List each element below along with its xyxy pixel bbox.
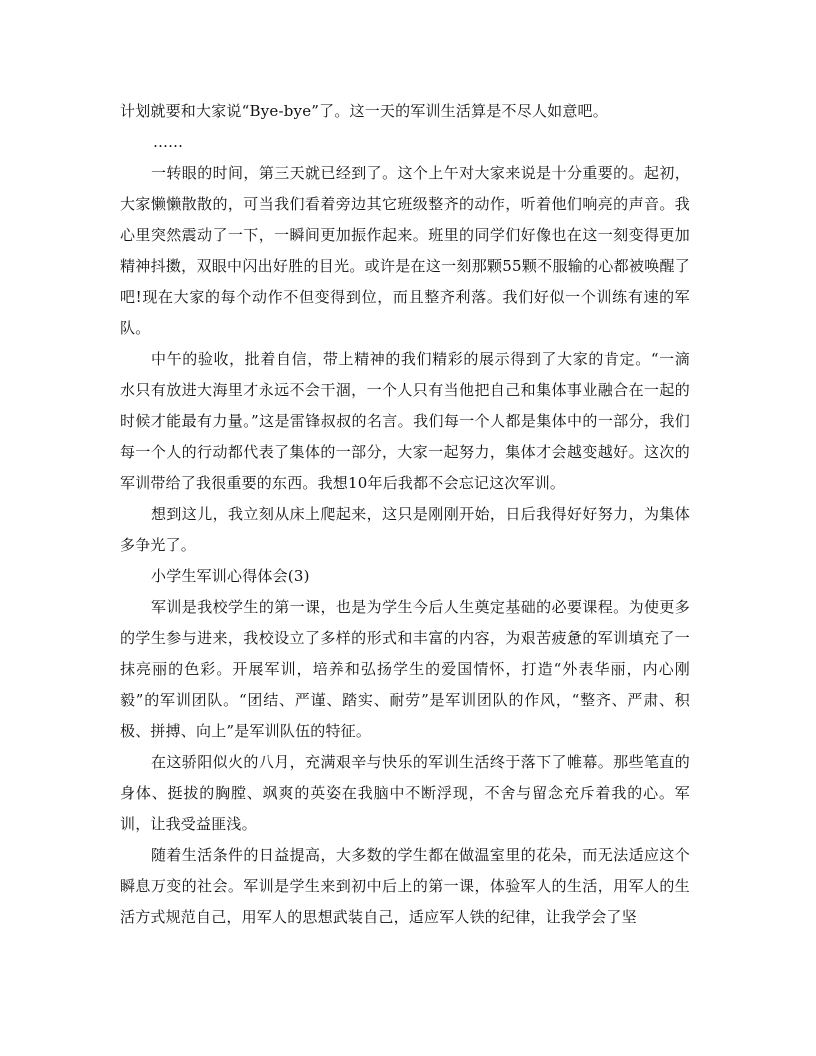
paragraph-noon-inspection: 中午的验收，批着自信，带上精神的我们精彩的展示得到了大家的肯定。“一滴水只有放进大海里才永远不会干涸，一个人只有当他把自己和集体事业融合在一起的时候才能最有力量。”这是雷锋叔叔的名言。我们每一个人都是集体中的一部分，我们每一个人的行动都代表了集体的一部分，大家一起努力，集体才会越变越好。这次的军训带给了我很重要的东西。我想10年后我都不会忘记这次军训。 [120, 350, 690, 492]
paragraph-continued: 计划就要和大家说“Bye-bye”了。这一天的军训生活算是不尽人如意吧。 [120, 102, 608, 120]
document-page [120, 96, 690, 933]
paragraph-day-three: 一转眼的时间，第三天就已经到了。这个上午对大家来说是十分重要的。起初，大家懒懒散散的，可当我们看着旁边其它班级整齐的动作，听着他们响亮的声音。我心里突然震动了一下，一瞬间更加振作起来。班里的同学们好像也在这一刻变得更加精神抖擞，双眼中闪出好胜的目光。或许是在这一刻那颗55颗不服输的心都被唤醒了吧!现在大家的每个动作不但变得到位，而且整齐利落。我们好似一个训练有速的军队。 [120, 164, 690, 337]
ellipsis-line: …… [153, 133, 183, 151]
section-heading: 小学生军训心得体会(3) [151, 567, 310, 585]
paragraph-august: 在这骄阳似火的八月，充满艰辛与快乐的军训生活终于落下了帷幕。那些笔直的身体、挺拔的胸膛、飒爽的英姿在我脑中不断浮现，不舍与留念充斥着我的心。军训，让我受益匪浅。 [120, 753, 690, 833]
paragraph-first-lesson: 军训是我校学生的第一课，也是为学生今后人生奠定基础的必要课程。为使更多的学生参与进来，我校设立了多样的形式和丰富的内容，为艰苦疲惫的军训填充了一抹亮丽的色彩。开展军训，培养和弘扬学生的爱国情怀，打造“外表华丽，内心刚毅”的军训团队。“团结、严谨、踏实、耐劳”是军训团队的作风，“整齐、严肃、积极、拼搏、向上”是军训队伍的特征。 [120, 598, 690, 740]
paragraph-living-conditions: 随着生活条件的日益提高，大多数的学生都在做温室里的花朵，而无法适应这个瞬息万变的社会。军训是学生来到初中后上的第一课，体验军人的生活，用军人的生活方式规范自己，用军人的思想武装自己，适应军人铁的纪律，让我学会了坚 [120, 846, 690, 926]
paragraph-resolve: 想到这儿，我立刻从床上爬起来，这只是刚刚开始，日后我得好好努力，为集体多争光了。 [120, 505, 690, 554]
